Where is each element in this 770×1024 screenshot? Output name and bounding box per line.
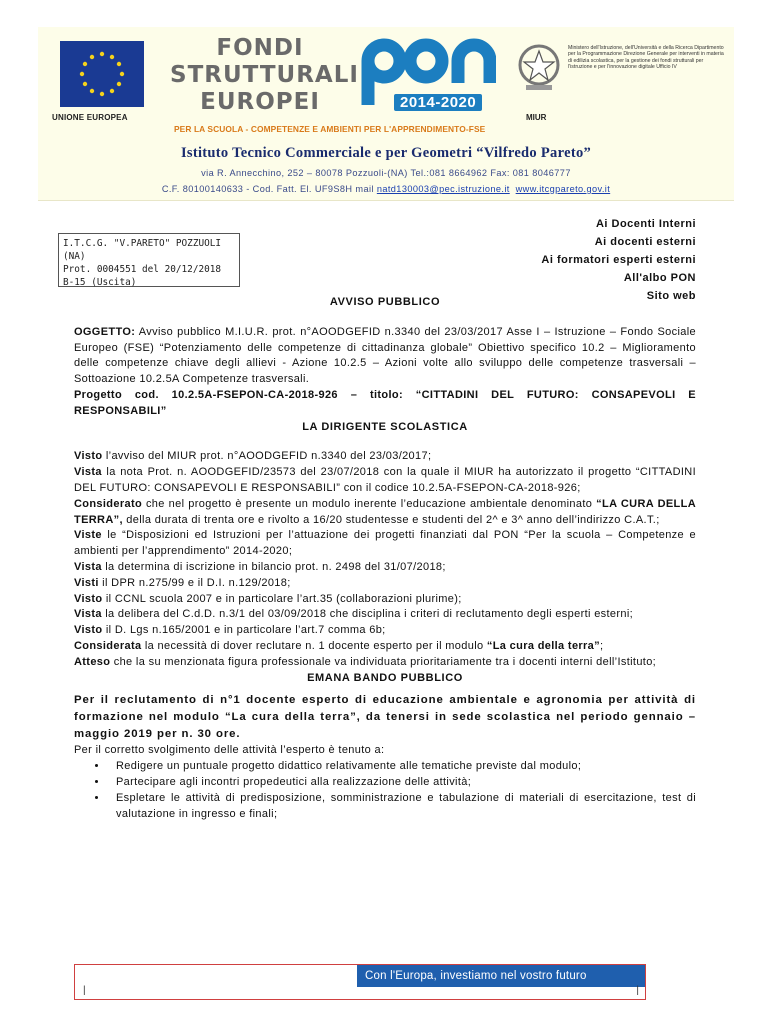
recipients-block xyxy=(541,215,696,305)
website-link[interactable]: www.itcgpareto.gov.it xyxy=(515,184,611,194)
oggetto-text: Avviso pubblico M.I.U.R. prot. n°AOODGEFID n.3340 del 23/03/2017 Asse I – Istruzione – Fondo Sociale Europeo (FSE) “Potenziamento delle competenze di cittadinanza globale” Obiettivo specifico 10.2 – Miglioramento delle competenze chiave degli allievi - Azione 10.2.5 – Azioni volte allo sviluppo delle competenze trasversali – Sottoazione 10.2.5A Competenze trasversali. xyxy=(74,325,696,386)
institute-fiscal-info xyxy=(38,184,734,194)
list-item: • Redigere un puntuale progetto didattico relativamente alle tematiche previste dal modulo; xyxy=(108,759,696,775)
miur-label: MIUR xyxy=(526,113,547,122)
oggetto-label: OGGETTO: xyxy=(74,325,136,338)
pon-tagline: PER LA SCUOLA - COMPETENZE E AMBIENTI PER L'APPRENDIMENTO-FSE xyxy=(174,124,486,134)
doc-title: AVVISO PUBBLICO xyxy=(329,296,441,308)
institute-name: Istituto Tecnico Commerciale e per Geometri “Vilfredo Pareto” xyxy=(180,145,592,161)
eu-flag-icon xyxy=(60,41,144,107)
premise-vista-determina: Vista la determina di iscrizione in bilancio prot. n. 2498 del 31/07/2018; xyxy=(74,560,446,573)
document-body xyxy=(74,295,696,822)
duties-list xyxy=(74,759,696,822)
recipient: All'albo PON xyxy=(623,272,696,284)
premise-visto-dlgs: Visto il D. Lgs n.165/2001 e in particolare l’art.7 comma 6b; xyxy=(74,624,386,637)
emana-heading: EMANA BANDO PUBBLICO xyxy=(307,671,463,684)
footer-slogan: Con l'Europa, investiamo nel vostro futuro xyxy=(357,965,645,987)
fiscal-text: C.F. 80100140633 - Cod. Fatt. El. UF9S8H mail xyxy=(161,184,377,194)
recipient: Sito web xyxy=(646,290,696,302)
recipient: Ai docenti esterni xyxy=(594,236,696,248)
stamp-line: I.T.C.G. "V.PARETO" POZZUOLI (NA) xyxy=(63,238,222,262)
premise-atteso: Atteso che la su menzionata figura professionale va individuata prioritariamente tra i docenti interni dell’Istituto; xyxy=(74,655,657,668)
ministry-text: Ministero dell'Istruzione, dell'Università e della Ricerca Dipartimento per la Programmazione Direzione Generale per interventi in materia di edilizia scolastica, per la gestione dei fondi strutturali per l'istruzione e per l'innovazione digitale Ufficio IV xyxy=(568,45,724,71)
premise-visto-ccnl: Visto il CCNL scuola 2007 e in particolare l’art.35 (collaborazioni plurime); xyxy=(74,592,462,605)
premise-considerata: Considerata la necessità di dover reclutare n. 1 docente esperto per il modulo “La cura della terra”; xyxy=(74,639,604,652)
premise-vista-nota: Vista la nota Prot. n. AOODGEFID/23573 del 23/07/2018 con la quale il MIUR ha autorizzato il progetto “CITTADINI DEL FUTURO: CONSAPEVOLI E RESPONSABILI” con il codice 10.2.5A-FSEPON-CA-2018-926; xyxy=(74,466,696,494)
recruit-paragraph: Per il reclutamento di n°1 docente esperto di educazione ambientale e agronomia per attività di formazione nel modulo “La cura della terra”, da tenersi in sede scolastica nel periodo gennaio – maggio 2019 per n. 30 ore. xyxy=(74,694,696,741)
stamp-line: B-15 (Uscita) xyxy=(63,277,137,288)
premise-considerato: Considerato che nel progetto è presente un modulo inerente l’educazione ambientale denominato “LA CURA DELLA TERRA”, della durata di trenta ore e rivolto a 16/20 studentesse e studenti del 2^ e 3^ anno dell’indirizzo C.A.T.; xyxy=(74,497,696,526)
footer-banner xyxy=(74,964,646,1000)
fondi-line: STRUTTURALI xyxy=(170,62,359,88)
recipient: Ai Docenti Interni xyxy=(595,218,696,230)
list-item: • Espletare le attività di predisposizione, somministrazione e tabulazione di materiali di esercitazione, test di valutazione in ingresso e finali; xyxy=(108,791,696,823)
premise-visti: Visti il DPR n.275/99 e il D.I. n.129/2018; xyxy=(74,576,291,589)
premise-viste: Viste le “Disposizioni ed Istruzioni per l’attuazione dei progetti finanziati dal PON “Per la scuola – Competenze e ambienti per l’apprendimento” 2014-2020; xyxy=(74,529,696,558)
italian-republic-emblem-icon xyxy=(516,41,562,93)
stamp-line: Prot. 0004551 del 20/12/2018 xyxy=(63,264,222,275)
footer-marker-icon: | xyxy=(636,985,639,996)
dirigente-heading: LA DIRIGENTE SCOLASTICA xyxy=(302,420,468,433)
header-banner xyxy=(38,27,734,201)
oggetto-paragraph xyxy=(74,325,696,388)
eu-label: UNIONE EUROPEA xyxy=(52,113,128,122)
protocol-stamp xyxy=(58,233,240,287)
footer-marker-icon: | xyxy=(83,985,86,996)
fondi-strutturali-logo xyxy=(170,35,359,116)
premise-visto: Visto l’avviso del MIUR prot. n°AOODGEFID n.3340 del 23/03/2017; xyxy=(74,450,432,463)
fondi-line: EUROPEI xyxy=(200,89,320,115)
duties-intro: Per il corretto svolgimento delle attività l’esperto è tenuto a: xyxy=(74,744,385,757)
pon-years: 2014-2020 xyxy=(394,94,482,111)
premise-vista-delibera: Vista la delibera del C.d.D. n.3/1 del 03/09/2018 che disciplina i criteri di reclutamento degli esperti esterni; xyxy=(74,608,634,621)
fondi-line: FONDI xyxy=(216,35,304,61)
list-item: • Partecipare agli incontri propedeutici alla realizzazione delle attività; xyxy=(108,775,696,791)
progetto-line: Progetto cod. 10.2.5A-FSEPON-CA-2018-926 – titolo: “CITTADINI DEL FUTURO: CONSAPEVOLI E RESPONSABILI” xyxy=(74,388,696,417)
recipient: Ai formatori esperti esterni xyxy=(541,254,696,266)
email-link[interactable]: natd130003@pec.istruzione.it xyxy=(376,184,510,194)
institute-address: via R. Annecchino, 252 – 80078 Pozzuoli-(NA) Tel.:081 8664962 Fax: 081 8046777 xyxy=(201,168,571,178)
